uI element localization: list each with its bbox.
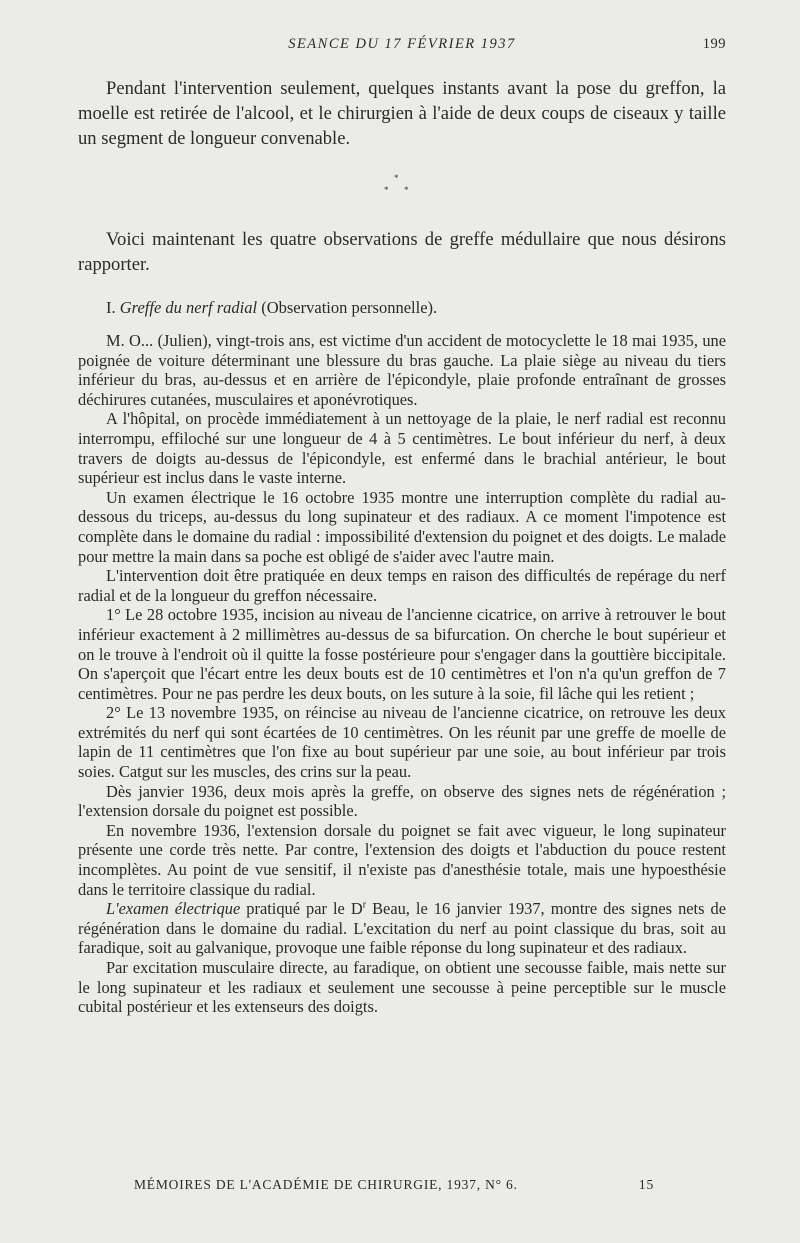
observation-heading xyxy=(78,297,726,319)
paragraph: M. O... (Julien), vingt-trois ans, est victime d'un accident de motocyclette le 18 mai 1935, une poignée de voiture déterminant une blessure du bras gauche. La plaie siège au niveau du tiers inférieur du bras, au-dessus et en arrière de l'épicondyle, plaie profonde entraînant de grosses déchirures cutanées, musculaires et aponévrotiques. xyxy=(78,331,726,409)
paragraph: L'intervention doit être pratiquée en deux temps en raison des difficultés de repérage du nerf radial et de la longueur du greffon nécessaire. xyxy=(78,566,726,605)
lead-paragraph: Voici maintenant les quatre observations de greffe médullaire que nous désirons rapporter. xyxy=(78,229,726,275)
intro-paragraph: Pendant l'intervention seulement, quelques instants avant la pose du greffon, la moelle est retirée de l'alcool, et le chirurgien à l'aide de deux coups de ciseaux y taille un segment de longueur convenable. xyxy=(78,78,726,149)
exam-lead: L'examen électrique xyxy=(106,899,241,919)
paragraph: Par excitation musculaire directe, au faradique, on obtient une secousse faible, mais nette sur le long supinateur et les radiaux et seulement une secousse à peine perceptible sur le muscle cubital postérieur et les extenseurs des doigts. xyxy=(78,958,726,1017)
page-number: 199 xyxy=(702,36,726,52)
signature-mark: 15 xyxy=(638,1177,654,1192)
separator-star: * xyxy=(394,173,399,183)
section-separator xyxy=(78,165,726,203)
separator-star: * xyxy=(404,185,409,195)
paragraph: A l'hôpital, on procède immédiatement à un nettoyage de la plaie, le nerf radial est reconnu interrompu, effiloché sur une longueur de 4 à 5 centimètres. Le bout inférieur du nerf, à deux travers de doigts au-dessus de l'épicondyle, est enfermé dans le brachial antérieur, le bout supérieur est inclus dans le vaste interne. xyxy=(78,409,726,488)
running-title: SEANCE DU 17 FÉVRIER 1937 xyxy=(288,36,516,52)
observation-subtitle: (Observation personnelle). xyxy=(261,298,438,317)
page-footer xyxy=(134,1177,654,1193)
paragraph: En novembre 1936, l'extension dorsale du poignet se fait avec vigueur, le long supinateur présente une corde très nette. Par contre, l'extension des doigts et l'abduction du pouce restent incomplètes. Au point de vue sensitif, il n'existe pas d'anesthésie totale, mais une hypoesthésie dans le territoire classique du radial. xyxy=(78,820,726,899)
observation-title: Greffe du nerf radial xyxy=(119,298,258,317)
paragraph: 1° Le 28 octobre 1935, incision au niveau de l'ancienne cicatrice, on arrive à retrouver le bout inférieur exactement à 2 millimètres au-dessus de sa bifurcation. On cherche le bout supérieur et on le trouve à l'endroit où il quitte la fosse postérieure pour s'engager dans la gouttière biccipitale. On s'aperçoit que l'écart entre les deux bouts est de 10 centimètres et l'on n'a qu'un greffon de 7 centimètres. Pour ne pas perdre les deux bouts, on les suture à la soie, fil lâche qui les retient ; xyxy=(78,605,726,703)
paragraph: Un examen électrique le 16 octobre 1935 montre une interruption complète du radial au-dessous du triceps, au-dessus du long supinateur et des radiaux. A ce moment l'impotence est complète dans le domaine du radial : impossibilité d'extension du poignet et des doigts. Le malade pour mettre la main dans sa poche est obligé de s'aider avec l'autre main. xyxy=(78,487,726,566)
exam-paragraph xyxy=(78,899,726,958)
exam-text-start: pratiqué par le D xyxy=(246,899,363,919)
journal-reference: MÉMOIRES DE L'ACADÉMIE DE CHIRURGIE, 1937, N° 6. xyxy=(134,1177,518,1192)
running-header xyxy=(78,36,726,53)
separator-star: * xyxy=(384,185,389,195)
paragraph: 2° Le 13 novembre 1935, on réincise au niveau de l'ancienne cicatrice, on retrouve les deux extrémités du nerf qui sont écartées de 10 centimètres. On les réunit par une greffe de moelle de lapin de 11 centimètres que l'on fixe au bout supérieur par une soie, au bout inférieur par trois soies. Catgut sur les muscles, des crins sur la peau. xyxy=(78,703,726,782)
exam-text-rest: Beau, le 16 janvier 1937, montre des signes nets de régénération dans le domaine du radial. L'excitation du nerf au point classique du bras, soit au faradique, soit au galvanique, provoque une faible réponse du long supinateur et des radiaux. xyxy=(78,899,726,958)
page-body xyxy=(78,76,726,1017)
paragraph: Dès janvier 1936, deux mois après la greffe, on observe des signes nets de régénération ; l'extension dorsale du poignet est possible. xyxy=(78,781,726,821)
doctor-superscript: r xyxy=(362,899,367,911)
observation-number: I. xyxy=(106,298,116,317)
